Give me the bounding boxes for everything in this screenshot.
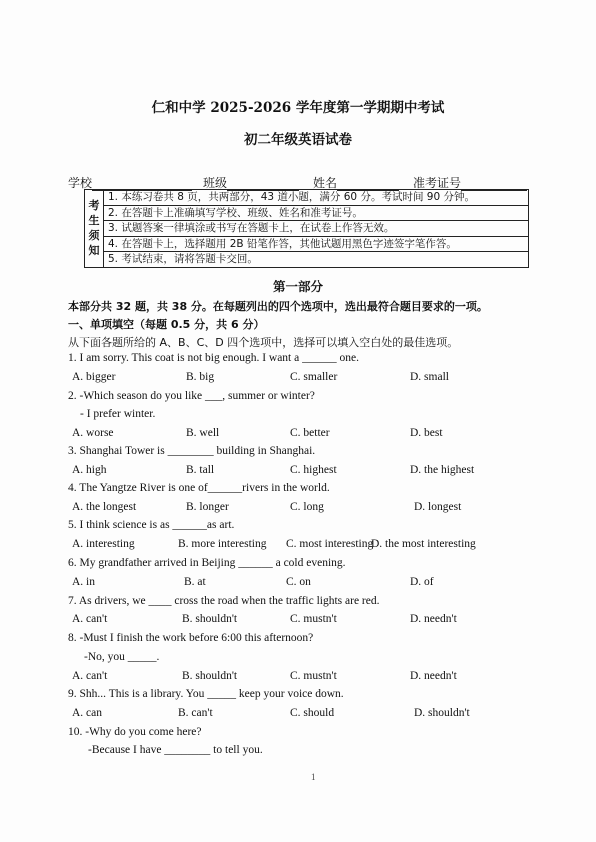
question-5-option-a[interactable]: A. interesting (72, 538, 135, 550)
question-8-option-b[interactable]: B. shouldn't (182, 670, 238, 682)
question-9-stem: 9. Shh... This is a library. You _____ keep your voice down. (68, 688, 344, 700)
notice-item: 2. 在答题卡上准确填写学校、班级、姓名和准考证号。 (104, 205, 529, 221)
question-6-stem: 6. My grandfather arrived in Beijing ______ a cold evening. (68, 557, 346, 569)
notice-side-char: 考 (88, 199, 100, 213)
question-9-option-a[interactable]: A. can (72, 707, 103, 719)
name-label: 姓名 (313, 176, 338, 190)
question-2-option-b[interactable]: B. well (186, 427, 220, 439)
notice-side-char: 须 (88, 229, 100, 243)
notice-item: 3. 试题答案一律填涂或书写在答题卡上，在试卷上作答无效。 (104, 221, 529, 237)
question-3-option-c[interactable]: C. highest (290, 464, 337, 476)
question-3-option-b[interactable]: B. tall (186, 464, 215, 476)
notice-side-label (85, 190, 104, 268)
question-1-option-d[interactable]: D. small (410, 371, 449, 383)
question-9-option-c[interactable]: C. should (290, 707, 335, 719)
question-1-stem: 1. I am sorry. This coat is not big enough. I want a ______ one. (68, 352, 359, 364)
part-title: 一、单项填空（每题 0.5 分，共 6 分） (68, 318, 265, 331)
notice-item: 1. 本练习卷共 8 页，共两部分，43 道小题，满分 60 分。考试时间 90 分钟。 (104, 190, 529, 206)
question-8-stem: 8. -Must I finish the work before 6:00 this afternoon? (68, 632, 314, 644)
question-2-option-c[interactable]: C. better (290, 427, 330, 439)
question-4-option-d[interactable]: D. longest (414, 501, 462, 513)
section-title: 第一部分 (272, 279, 323, 294)
question-8-option-d[interactable]: D. needn't (410, 670, 457, 682)
question-4-option-a[interactable]: A. the longest (72, 501, 137, 513)
question-7-option-b[interactable]: B. shouldn't (182, 613, 238, 625)
question-8-option-a[interactable]: A. can't (72, 670, 108, 682)
question-8-option-c[interactable]: C. mustn't (290, 670, 337, 682)
question-5-stem: 5. I think science is as ______as art. (68, 519, 235, 531)
exam-title: 仁和中学 2025-2026 学年度第一学期期中考试 (151, 100, 445, 116)
question-7-option-c[interactable]: C. mustn't (290, 613, 337, 625)
question-2-option-d[interactable]: D. best (410, 427, 443, 439)
question-6-option-c[interactable]: C. on (286, 576, 311, 588)
question-4-stem: 4. The Yangtze River is one of______rivers in the world. (68, 482, 330, 494)
section-intro: 本部分共 32 题，共 38 分。在每题列出的四个选项中，选出最符合题目要求的一项。 (68, 300, 488, 313)
question-5-option-c[interactable]: C. most interesting (286, 538, 374, 550)
question-3-option-d[interactable]: D. the highest (410, 464, 475, 476)
question-6-option-b[interactable]: B. at (184, 576, 206, 588)
question-2-option-a[interactable]: A. worse (72, 427, 114, 439)
question-6-option-a[interactable]: A. in (72, 576, 95, 588)
exam-no-label: 准考证号 (413, 176, 462, 190)
question-8-reply: -No, you _____. (84, 651, 160, 663)
school-label: 学校 (68, 176, 93, 190)
question-1-option-a[interactable]: A. bigger (72, 371, 116, 383)
question-1-option-c[interactable]: C. smaller (290, 371, 338, 383)
question-7-option-d[interactable]: D. needn't (410, 613, 457, 625)
question-7-stem: 7. As drivers, we ____ cross the road when the traffic lights are red. (68, 595, 380, 607)
question-3-stem: 3. Shanghai Tower is ________ building in Shanghai. (68, 445, 316, 457)
question-6-option-d[interactable]: D. of (410, 576, 434, 588)
notice-item: 5. 考试结束，请将答题卡交回。 (104, 252, 529, 268)
question-5-option-b[interactable]: B. more interesting (178, 538, 267, 550)
question-4-option-c[interactable]: C. long (290, 501, 324, 513)
question-10-reply: -Because I have ________ to tell you. (88, 744, 263, 756)
question-2-reply: - I prefer winter. (80, 408, 156, 420)
notice-side-char: 知 (88, 244, 100, 258)
candidate-notice-table (84, 189, 529, 268)
notice-item: 4. 在答题卡上，选择题用 2B 铅笔作答，其他试题用黑色字迹签字笔作答。 (104, 236, 529, 252)
question-10-stem: 10. -Why do you come here? (68, 726, 202, 738)
exam-subtitle: 初二年级英语试卷 (244, 132, 352, 148)
notice-side-char: 生 (88, 214, 100, 228)
question-1-option-b[interactable]: B. big (186, 371, 215, 383)
question-5-option-d[interactable]: D. the most interesting (371, 538, 476, 550)
question-4-option-b[interactable]: B. longer (186, 501, 229, 513)
page-number: 1 (311, 772, 316, 782)
class-label: 班级 (203, 176, 228, 190)
question-3-option-a[interactable]: A. high (72, 464, 107, 476)
question-9-option-d[interactable]: D. shouldn't (414, 707, 470, 719)
question-2-stem: 2. -Which season do you like ___, summer or winter? (68, 390, 315, 402)
part-instruction: 从下面各题所给的 A、B、C、D 四个选项中，选择可以填入空白处的最佳选项。 (68, 336, 459, 349)
question-9-option-b[interactable]: B. can't (178, 707, 213, 719)
question-7-option-a[interactable]: A. can't (72, 613, 108, 625)
